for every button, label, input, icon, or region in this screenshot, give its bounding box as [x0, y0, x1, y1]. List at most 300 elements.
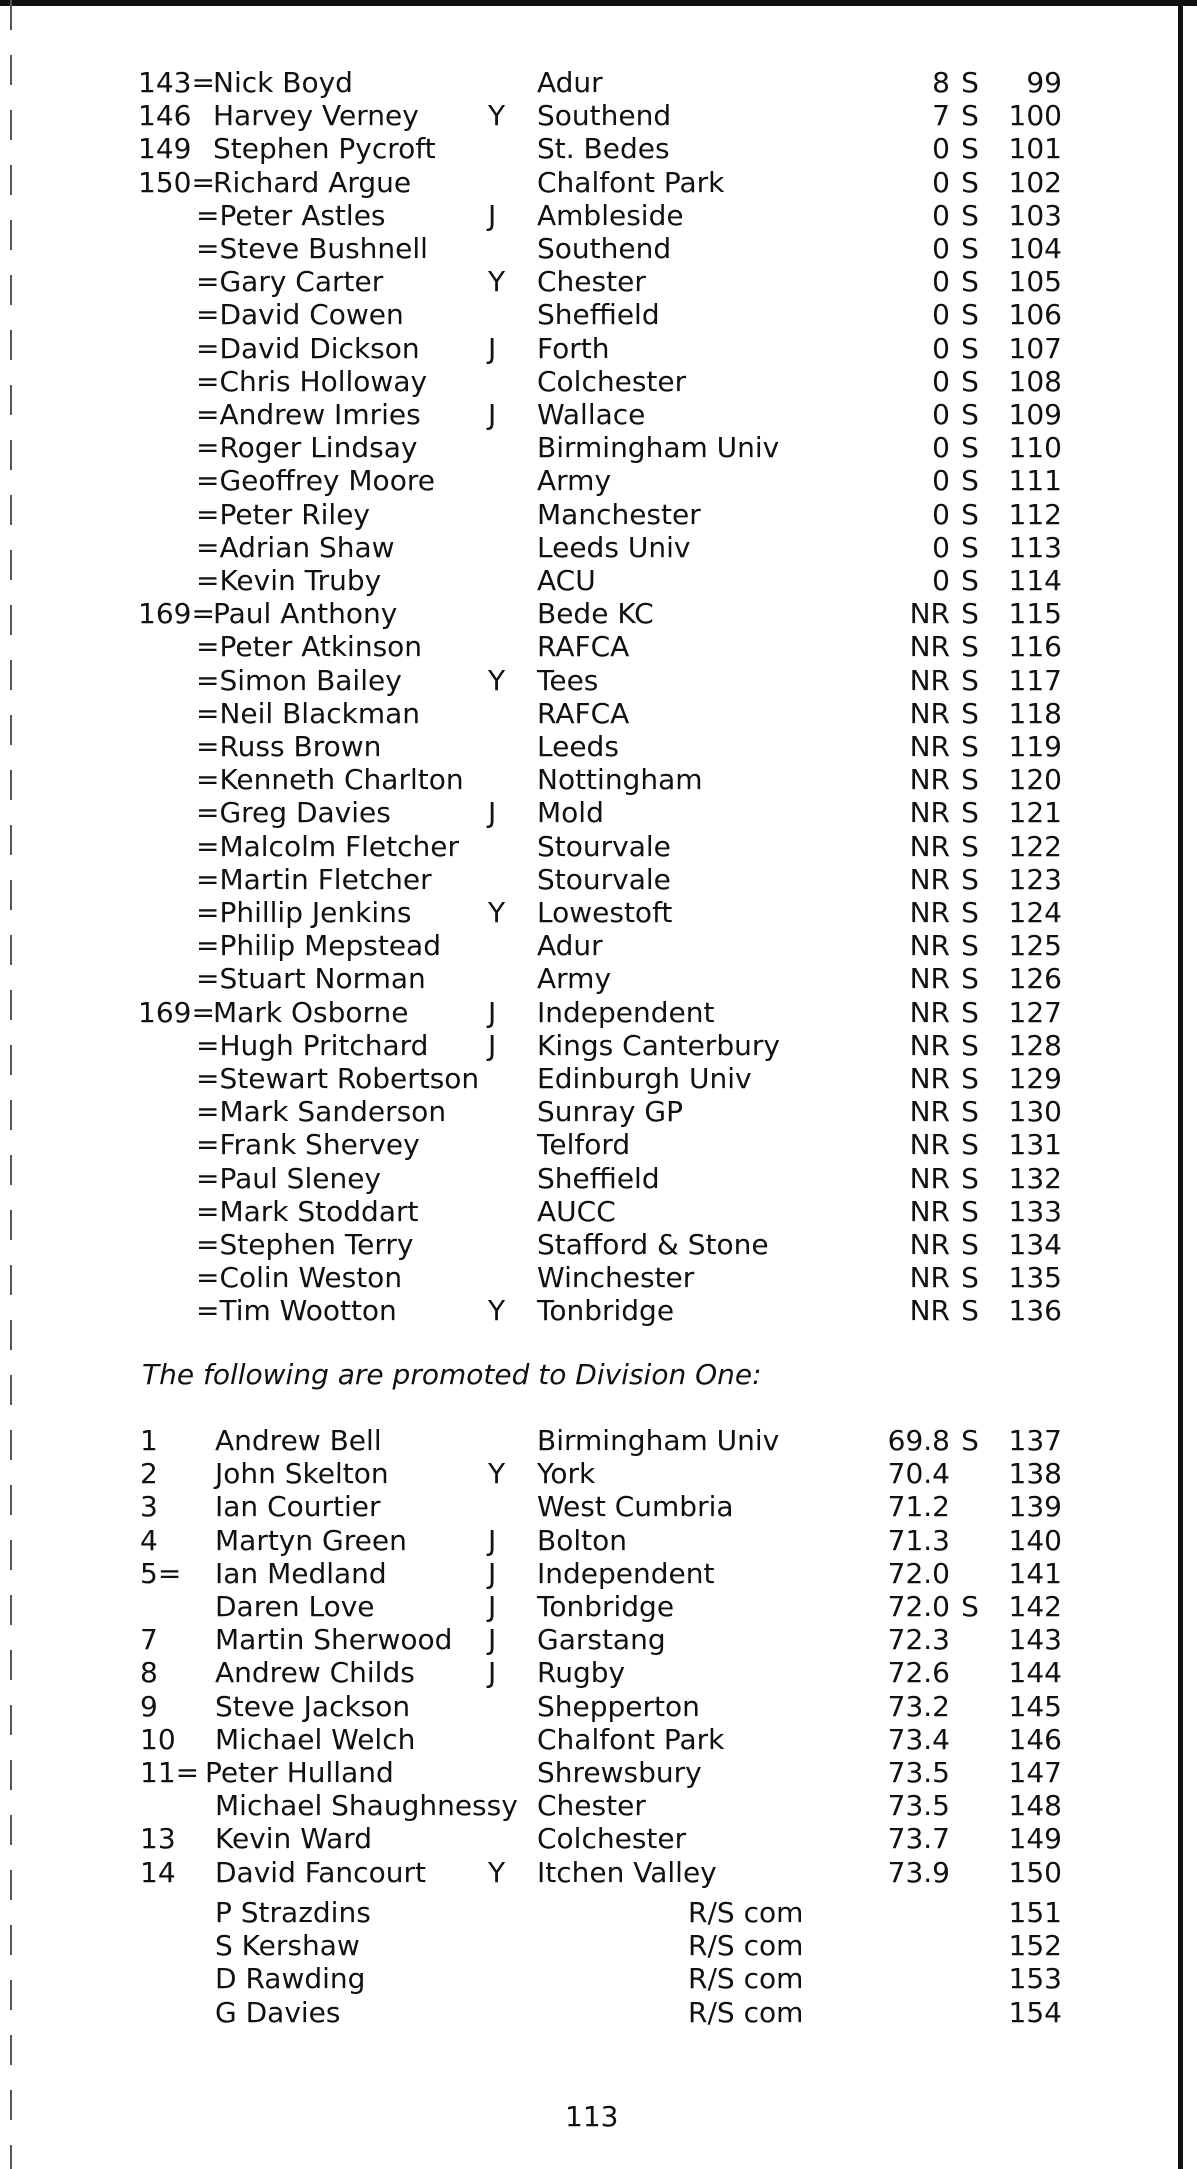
number-cell: 138 [1008, 1457, 1062, 1491]
number-cell: 136 [1008, 1294, 1062, 1328]
status-cell: S [961, 497, 979, 531]
number-cell: 123 [1008, 862, 1062, 896]
number-cell: 102 [1008, 165, 1062, 199]
status-cell: S [961, 995, 979, 1029]
club-cell: Wallace [537, 398, 646, 431]
status-cell: S [961, 1194, 979, 1228]
club-cell: Tonbridge [537, 1590, 675, 1623]
status-cell: S [961, 1424, 979, 1457]
number-cell: 134 [1008, 1228, 1062, 1261]
number-cell: 146 [1008, 1722, 1062, 1756]
status-cell: S [961, 1261, 979, 1295]
status-cell: S [961, 464, 979, 498]
name-cell: =Russ Brown [196, 730, 382, 763]
status-cell: S [961, 696, 979, 730]
number-cell: 143 [1008, 1623, 1062, 1657]
table-row [0, 1228, 1197, 1261]
name-cell: =Mark Stoddart [196, 1194, 419, 1228]
status-cell: S [961, 99, 979, 133]
table-row [0, 1261, 1197, 1294]
page-number: 113 [565, 2100, 619, 2133]
name-cell: =Steve Bushnell [196, 232, 428, 265]
score-cell: 0 [932, 232, 950, 265]
club-cell: Chalfont Park [537, 165, 725, 199]
score-cell: 72.0 [887, 1556, 950, 1590]
category-cell: Y [488, 663, 506, 697]
position-cell: 10 [140, 1722, 176, 1756]
club-cell: Birmingham Univ [537, 431, 780, 465]
table-row [0, 1095, 1197, 1128]
club-cell: Army [537, 464, 612, 498]
name-cell: =Neil Blackman [196, 696, 421, 730]
status-cell: S [961, 1095, 979, 1129]
name-cell: =Adrian Shaw [196, 530, 395, 564]
score-cell: NR [909, 696, 950, 730]
status-cell: S [961, 663, 979, 697]
name-cell: Michael Welch [215, 1722, 416, 1756]
table-row [0, 1789, 1197, 1822]
table-row [0, 1195, 1197, 1228]
score-cell: 0 [932, 265, 950, 299]
score-cell: NR [909, 1062, 950, 1095]
category-cell: J [488, 995, 497, 1029]
number-cell: 103 [1008, 198, 1062, 232]
table-row [0, 796, 1197, 829]
category-cell: Y [488, 265, 506, 299]
number-cell: 122 [1008, 829, 1062, 863]
note-cell: R/S com [688, 1896, 804, 1929]
note-cell: R/S com [688, 1995, 804, 2029]
position-cell: 169= [138, 597, 215, 631]
table-row [0, 1996, 1197, 2029]
name-cell: Richard Argue [213, 165, 412, 199]
name-cell: Ian Courtier [215, 1490, 381, 1524]
club-cell: Independent [537, 995, 715, 1029]
club-cell: Chester [537, 1789, 646, 1823]
number-cell: 126 [1008, 962, 1062, 996]
category-cell: J [488, 796, 497, 830]
score-cell: NR [909, 1095, 950, 1129]
category-cell: J [488, 1028, 497, 1062]
table-row [0, 298, 1197, 331]
position-cell: 5= [140, 1556, 182, 1590]
position-cell: 149 [138, 132, 192, 166]
club-cell: Stourvale [537, 829, 671, 863]
club-cell: York [537, 1457, 596, 1491]
number-cell: 118 [1008, 696, 1062, 730]
score-cell: NR [909, 1261, 950, 1295]
number-cell: 135 [1008, 1261, 1062, 1295]
club-cell: Winchester [537, 1261, 695, 1295]
position-cell: 150= [138, 165, 215, 199]
score-cell: 73.7 [887, 1822, 950, 1856]
status-cell: S [961, 530, 979, 564]
table-row [0, 630, 1197, 663]
number-cell: 150 [1008, 1855, 1062, 1889]
table-row [0, 398, 1197, 431]
score-cell: NR [909, 763, 950, 797]
club-cell: Colchester [537, 364, 687, 398]
status-cell: S [961, 331, 979, 365]
table-row [0, 1656, 1197, 1689]
position-cell: 3 [140, 1490, 158, 1524]
number-cell: 107 [1008, 331, 1062, 365]
club-cell: Nottingham [537, 763, 703, 797]
number-cell: 106 [1008, 298, 1062, 332]
table-row [0, 464, 1197, 497]
number-cell: 154 [1008, 1995, 1062, 2029]
score-cell: 0 [932, 497, 950, 531]
name-cell: =Roger Lindsay [196, 431, 418, 465]
club-cell: RAFCA [537, 696, 630, 730]
table-row [0, 498, 1197, 531]
table-row [0, 166, 1197, 199]
club-cell: Kings Canterbury [537, 1028, 780, 1062]
table-row [0, 1294, 1197, 1327]
status-cell: S [961, 66, 979, 99]
status-cell: S [961, 929, 979, 963]
number-cell: 121 [1008, 796, 1062, 830]
status-cell: S [961, 962, 979, 996]
table-row [0, 763, 1197, 796]
score-cell: 73.9 [887, 1855, 950, 1889]
position-cell: 143= [138, 66, 215, 99]
name-cell: =Chris Holloway [196, 364, 428, 398]
position-cell: 7 [140, 1623, 158, 1657]
name-cell: =Simon Bailey [196, 663, 402, 697]
number-cell: 132 [1008, 1161, 1062, 1195]
name-cell: Andrew Bell [215, 1424, 382, 1457]
status-cell: S [961, 298, 979, 332]
position-cell: 169= [138, 995, 215, 1029]
score-cell: 0 [932, 398, 950, 431]
number-cell: 99 [1026, 66, 1062, 99]
status-cell: S [961, 564, 979, 597]
club-cell: Southend [537, 232, 672, 265]
status-cell: S [961, 364, 979, 398]
club-cell: Southend [537, 99, 672, 133]
name-cell: S Kershaw [215, 1929, 360, 1963]
club-cell: Chester [537, 265, 646, 299]
table-row [0, 66, 1197, 99]
category-cell: Y [488, 99, 506, 133]
number-cell: 139 [1008, 1490, 1062, 1524]
score-cell: NR [909, 1028, 950, 1062]
table-row [0, 431, 1197, 464]
table-row [0, 1424, 1197, 1457]
table-row [0, 332, 1197, 365]
number-cell: 127 [1008, 995, 1062, 1029]
club-cell: Birmingham Univ [537, 1424, 780, 1457]
name-cell: =Greg Davies [196, 796, 391, 830]
score-cell: NR [909, 630, 950, 664]
status-cell: S [961, 896, 979, 929]
status-cell: S [961, 730, 979, 763]
name-cell: =Kenneth Charlton [196, 763, 464, 797]
table-row [0, 863, 1197, 896]
name-cell: =Kevin Truby [196, 564, 382, 597]
category-cell: J [488, 331, 497, 365]
number-cell: 108 [1008, 364, 1062, 398]
number-cell: 152 [1008, 1929, 1062, 1963]
number-cell: 151 [1008, 1896, 1062, 1929]
score-cell: 8 [932, 66, 950, 99]
club-cell: Tonbridge [537, 1294, 675, 1328]
score-cell: 0 [932, 364, 950, 398]
club-cell: Stafford & Stone [537, 1228, 769, 1261]
score-cell: NR [909, 1228, 950, 1261]
number-cell: 115 [1008, 597, 1062, 631]
score-cell: 72.3 [887, 1623, 950, 1657]
name-cell: Paul Anthony [213, 597, 398, 631]
name-cell: David Fancourt [215, 1855, 426, 1889]
club-cell: Forth [537, 331, 610, 365]
score-cell: NR [909, 597, 950, 631]
name-cell: =Tim Wootton [196, 1294, 397, 1328]
category-cell: Y [488, 1457, 506, 1491]
club-cell: ACU [537, 564, 596, 597]
club-cell: Sunray GP [537, 1095, 683, 1129]
name-cell: =Geoffrey Moore [196, 464, 435, 498]
category-cell: Y [488, 1855, 506, 1889]
club-cell: Stourvale [537, 862, 671, 896]
number-cell: 113 [1008, 530, 1062, 564]
club-cell: Sheffield [537, 1161, 660, 1195]
position-cell: 9 [140, 1689, 158, 1723]
table-row [0, 962, 1197, 995]
table-row [0, 199, 1197, 232]
score-cell: 73.4 [887, 1722, 950, 1756]
score-cell: NR [909, 1128, 950, 1162]
club-cell: Tees [537, 663, 599, 697]
number-cell: 131 [1008, 1128, 1062, 1162]
score-cell: 0 [932, 464, 950, 498]
name-cell: =Frank Shervey [196, 1128, 420, 1162]
name-cell: =Mark Sanderson [196, 1095, 447, 1129]
status-cell: S [961, 132, 979, 166]
club-cell: Shrewsbury [537, 1756, 702, 1789]
club-cell: Adur [537, 929, 603, 963]
name-cell: =Hugh Pritchard [196, 1028, 429, 1062]
number-cell: 129 [1008, 1062, 1062, 1095]
name-cell: =Peter Atkinson [196, 630, 423, 664]
table-row [0, 1723, 1197, 1756]
name-cell: =Paul Sleney [196, 1161, 381, 1195]
club-cell: Telford [537, 1128, 631, 1162]
club-cell: Leeds [537, 730, 619, 763]
status-cell: S [961, 398, 979, 431]
category-cell: J [488, 1656, 497, 1690]
score-cell: NR [909, 862, 950, 896]
name-cell: Peter Hulland [205, 1756, 394, 1789]
number-cell: 104 [1008, 232, 1062, 265]
club-cell: Ambleside [537, 198, 684, 232]
table-row [0, 1929, 1197, 1962]
name-cell: Mark Osborne [213, 995, 409, 1029]
table-row [0, 664, 1197, 697]
table-row [0, 531, 1197, 564]
number-cell: 128 [1008, 1028, 1062, 1062]
score-cell: 69.8 [887, 1424, 950, 1457]
score-cell: NR [909, 929, 950, 963]
number-cell: 112 [1008, 497, 1062, 531]
category-cell: J [488, 1556, 497, 1590]
score-cell: 72.6 [887, 1656, 950, 1690]
club-cell: St. Bedes [537, 132, 670, 166]
table-row [0, 830, 1197, 863]
score-cell: 0 [932, 298, 950, 332]
score-cell: 0 [932, 331, 950, 365]
score-cell: 73.5 [887, 1756, 950, 1789]
name-cell: =David Dickson [196, 331, 420, 365]
club-cell: Manchester [537, 497, 701, 531]
number-cell: 117 [1008, 663, 1062, 697]
number-cell: 125 [1008, 929, 1062, 963]
table-row [0, 1128, 1197, 1161]
name-cell: Stephen Pycroft [213, 132, 436, 166]
position-cell: 11= [140, 1756, 200, 1789]
status-cell: S [961, 829, 979, 863]
name-cell: Daren Love [215, 1590, 375, 1623]
score-cell: 73.2 [887, 1689, 950, 1723]
table-row [0, 1856, 1197, 1889]
name-cell: =Phillip Jenkins [196, 896, 412, 929]
score-cell: NR [909, 1194, 950, 1228]
category-cell: Y [488, 1294, 506, 1328]
name-cell: =Gary Carter [196, 265, 384, 299]
position-cell: 13 [140, 1822, 176, 1856]
status-cell: S [961, 431, 979, 465]
status-cell: S [961, 1161, 979, 1195]
club-cell: Bolton [537, 1523, 627, 1557]
club-cell: Edinburgh Univ [537, 1062, 752, 1095]
status-cell: S [961, 630, 979, 664]
status-cell: S [961, 1590, 979, 1623]
status-cell: S [961, 1062, 979, 1095]
status-cell: S [961, 763, 979, 797]
score-cell: NR [909, 962, 950, 996]
score-cell: NR [909, 896, 950, 929]
table-row [0, 1524, 1197, 1557]
number-cell: 147 [1008, 1756, 1062, 1789]
score-cell: NR [909, 1161, 950, 1195]
number-cell: 119 [1008, 730, 1062, 763]
table-row [0, 1029, 1197, 1062]
number-cell: 124 [1008, 896, 1062, 929]
club-cell: Rugby [537, 1656, 626, 1690]
club-cell: West Cumbria [537, 1490, 734, 1524]
name-cell: John Skelton [215, 1457, 389, 1491]
name-cell: Ian Medland [215, 1556, 387, 1590]
name-cell: Kevin Ward [215, 1822, 373, 1856]
score-cell: NR [909, 730, 950, 763]
table-row [0, 730, 1197, 763]
number-cell: 149 [1008, 1822, 1062, 1856]
status-cell: S [961, 1228, 979, 1261]
name-cell: Martin Sherwood [215, 1623, 453, 1657]
status-cell: S [961, 198, 979, 232]
number-cell: 142 [1008, 1590, 1062, 1623]
position-cell: 1 [140, 1424, 158, 1457]
score-cell: 70.4 [887, 1457, 950, 1491]
club-cell: Shepperton [537, 1689, 700, 1723]
number-cell: 114 [1008, 564, 1062, 597]
name-cell: =Martin Fletcher [196, 862, 432, 896]
table-row [0, 597, 1197, 630]
table-row [0, 99, 1197, 132]
score-cell: 72.0 [887, 1590, 950, 1623]
name-cell: D Rawding [215, 1962, 366, 1996]
club-cell: RAFCA [537, 630, 630, 664]
number-cell: 116 [1008, 630, 1062, 664]
name-cell: Martyn Green [215, 1523, 407, 1557]
number-cell: 105 [1008, 265, 1062, 299]
status-cell: S [961, 165, 979, 199]
table-row [0, 1623, 1197, 1656]
name-cell: =David Cowen [196, 298, 404, 332]
note-cell: R/S com [688, 1929, 804, 1963]
status-cell: S [961, 1294, 979, 1328]
number-cell: 144 [1008, 1656, 1062, 1690]
status-cell: S [961, 862, 979, 896]
position-cell: 8 [140, 1656, 158, 1690]
name-cell: Harvey Verney [213, 99, 419, 133]
score-cell: 0 [932, 132, 950, 166]
name-cell: =Philip Mepstead [196, 929, 441, 963]
number-cell: 140 [1008, 1523, 1062, 1557]
number-cell: 145 [1008, 1689, 1062, 1723]
name-cell: =Malcolm Fletcher [196, 829, 460, 863]
score-cell: 71.3 [887, 1523, 950, 1557]
table-row [0, 564, 1197, 597]
name-cell: Steve Jackson [215, 1689, 411, 1723]
club-cell: Adur [537, 66, 603, 99]
number-cell: 101 [1008, 132, 1062, 166]
table-row [0, 1062, 1197, 1095]
name-cell: =Stewart Robertson [196, 1062, 480, 1095]
name-cell: =Peter Astles [196, 198, 386, 232]
table-row [0, 697, 1197, 730]
number-cell: 130 [1008, 1095, 1062, 1129]
note-cell: R/S com [688, 1962, 804, 1996]
status-cell: S [961, 232, 979, 265]
category-cell: Y [488, 896, 506, 929]
club-cell: Itchen Valley [537, 1855, 717, 1889]
table-row [0, 1590, 1197, 1623]
name-cell: Michael Shaughnessy [215, 1789, 518, 1823]
score-cell: 0 [932, 165, 950, 199]
table-row [0, 896, 1197, 929]
name-cell: Andrew Childs [215, 1656, 415, 1690]
number-cell: 100 [1008, 99, 1062, 133]
position-cell: 2 [140, 1457, 158, 1491]
club-cell: Colchester [537, 1822, 687, 1856]
table-row [0, 265, 1197, 298]
name-cell: =Stuart Norman [196, 962, 426, 996]
category-cell: J [488, 198, 497, 232]
score-cell: NR [909, 995, 950, 1029]
category-cell: J [488, 398, 497, 431]
table-row [0, 232, 1197, 265]
table-row [0, 1896, 1197, 1929]
table-row [0, 1822, 1197, 1855]
number-cell: 148 [1008, 1789, 1062, 1823]
status-cell: S [961, 265, 979, 299]
club-cell: Lowestoft [537, 896, 673, 929]
club-cell: Army [537, 962, 612, 996]
number-cell: 133 [1008, 1194, 1062, 1228]
score-cell: 0 [932, 564, 950, 597]
